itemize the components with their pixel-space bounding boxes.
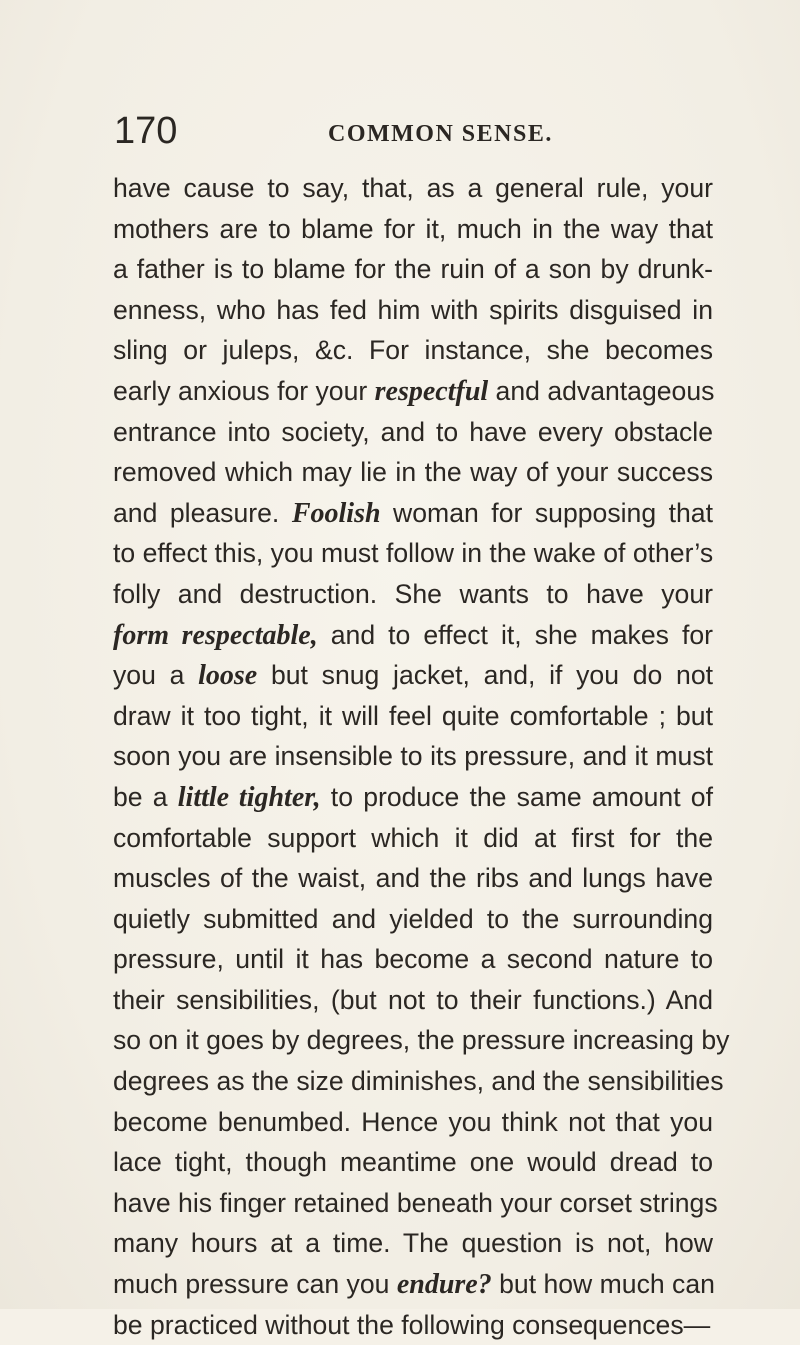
text-line: [113, 899, 713, 940]
text-line: [113, 574, 713, 615]
text-line: [113, 290, 713, 331]
text-run: become benumbed. Hence you think not that you: [113, 1106, 713, 1137]
text-run: a father is to blame for the ruin of a son by drunk-: [113, 254, 713, 285]
text-run: be practiced without the following consequences—: [113, 1309, 711, 1340]
text-line: [113, 655, 713, 696]
text-run: and to effect it, she makes for: [317, 619, 714, 650]
text-run: soon you are insensible to its pressure, and it must: [113, 741, 713, 772]
text-line: [113, 209, 713, 250]
text-line: [113, 330, 713, 371]
text-run: have cause to say, that, as a general rule, your: [113, 173, 713, 203]
italic-emphasis: respectful: [374, 375, 489, 407]
text-run: early anxious for your: [113, 375, 375, 406]
text-line: [113, 1020, 730, 1061]
text-line: [113, 696, 713, 737]
text-line: [113, 493, 713, 534]
text-run: much pressure can you: [113, 1269, 397, 1300]
text-run: sling or juleps, &c. For instance, she becomes: [113, 335, 713, 366]
italic-emphasis: loose: [198, 660, 258, 692]
text-run: but snug jacket, and, if you do not: [257, 660, 713, 691]
text-run: quietly submitted and yielded to the surrounding: [113, 903, 713, 934]
text-line: [113, 1142, 713, 1183]
text-line: [113, 818, 713, 859]
body-text: [113, 168, 730, 1345]
text-line: [113, 168, 713, 209]
text-run: draw it too tight, it will feel quite comfortable ; but: [113, 700, 713, 731]
text-run: have his finger retained beneath your corset strings: [113, 1187, 718, 1218]
text-run: and pleasure.: [113, 497, 292, 528]
text-run: enness, who has fed him with spirits disguised in: [113, 294, 713, 325]
text-line: [113, 452, 713, 493]
text-line: [113, 858, 713, 899]
running-head: COMMON SENSE.: [328, 121, 553, 147]
text-run: comfortable support which it did at first for the: [113, 822, 713, 853]
text-run: be a: [113, 781, 178, 812]
text-run: to produce the same amount of: [320, 781, 713, 812]
text-run: entrance into society, and to have every obstacle: [113, 416, 713, 447]
text-run: woman for supposing that: [380, 497, 713, 528]
page-header: [114, 108, 714, 158]
text-line: [113, 939, 713, 980]
italic-emphasis: endure?: [396, 1269, 492, 1301]
text-run: muscles of the waist, and the ribs and lungs have: [113, 863, 713, 894]
text-run: so on it goes by degrees, the pressure increasing by: [113, 1025, 730, 1056]
text-line: [113, 533, 713, 574]
text-line: [113, 1305, 713, 1345]
text-line: [113, 1061, 724, 1102]
text-run: many hours at a time. The question is not, how: [113, 1228, 713, 1259]
text-run: but how much can: [491, 1269, 715, 1300]
text-line: [113, 1102, 713, 1143]
text-run: pressure, until it has become a second nature to: [113, 944, 713, 975]
text-run: mothers are to blame for it, much in the way that: [113, 213, 713, 244]
text-run: removed which may lie in the way of your success: [113, 457, 713, 488]
text-line: [113, 1223, 713, 1264]
text-line: [113, 1183, 718, 1224]
text-run: folly and destruction. She wants to have your: [113, 578, 713, 609]
italic-emphasis: form respectable,: [113, 619, 318, 651]
text-run: and advantageous: [488, 375, 715, 406]
text-line: [113, 412, 713, 453]
italic-emphasis: Foolish: [291, 497, 381, 529]
text-run: to effect this, you must follow in the wake of other’s: [113, 538, 714, 569]
page-number: 170: [114, 110, 178, 152]
text-run: their sensibilities, (but not to their functions.) And: [113, 984, 713, 1015]
italic-emphasis: little tighter,: [177, 781, 321, 813]
text-line: [113, 249, 713, 290]
text-line: [113, 371, 713, 412]
text-run: degrees as the size diminishes, and the sensibilities: [113, 1066, 724, 1097]
text-line: [113, 1264, 713, 1305]
text-line: [113, 980, 713, 1021]
text-run: you a: [113, 660, 199, 691]
text-run: lace tight, though meantime one would dread to: [113, 1147, 713, 1178]
text-line: [113, 777, 713, 818]
text-line: [113, 736, 713, 777]
text-line: [113, 615, 713, 656]
